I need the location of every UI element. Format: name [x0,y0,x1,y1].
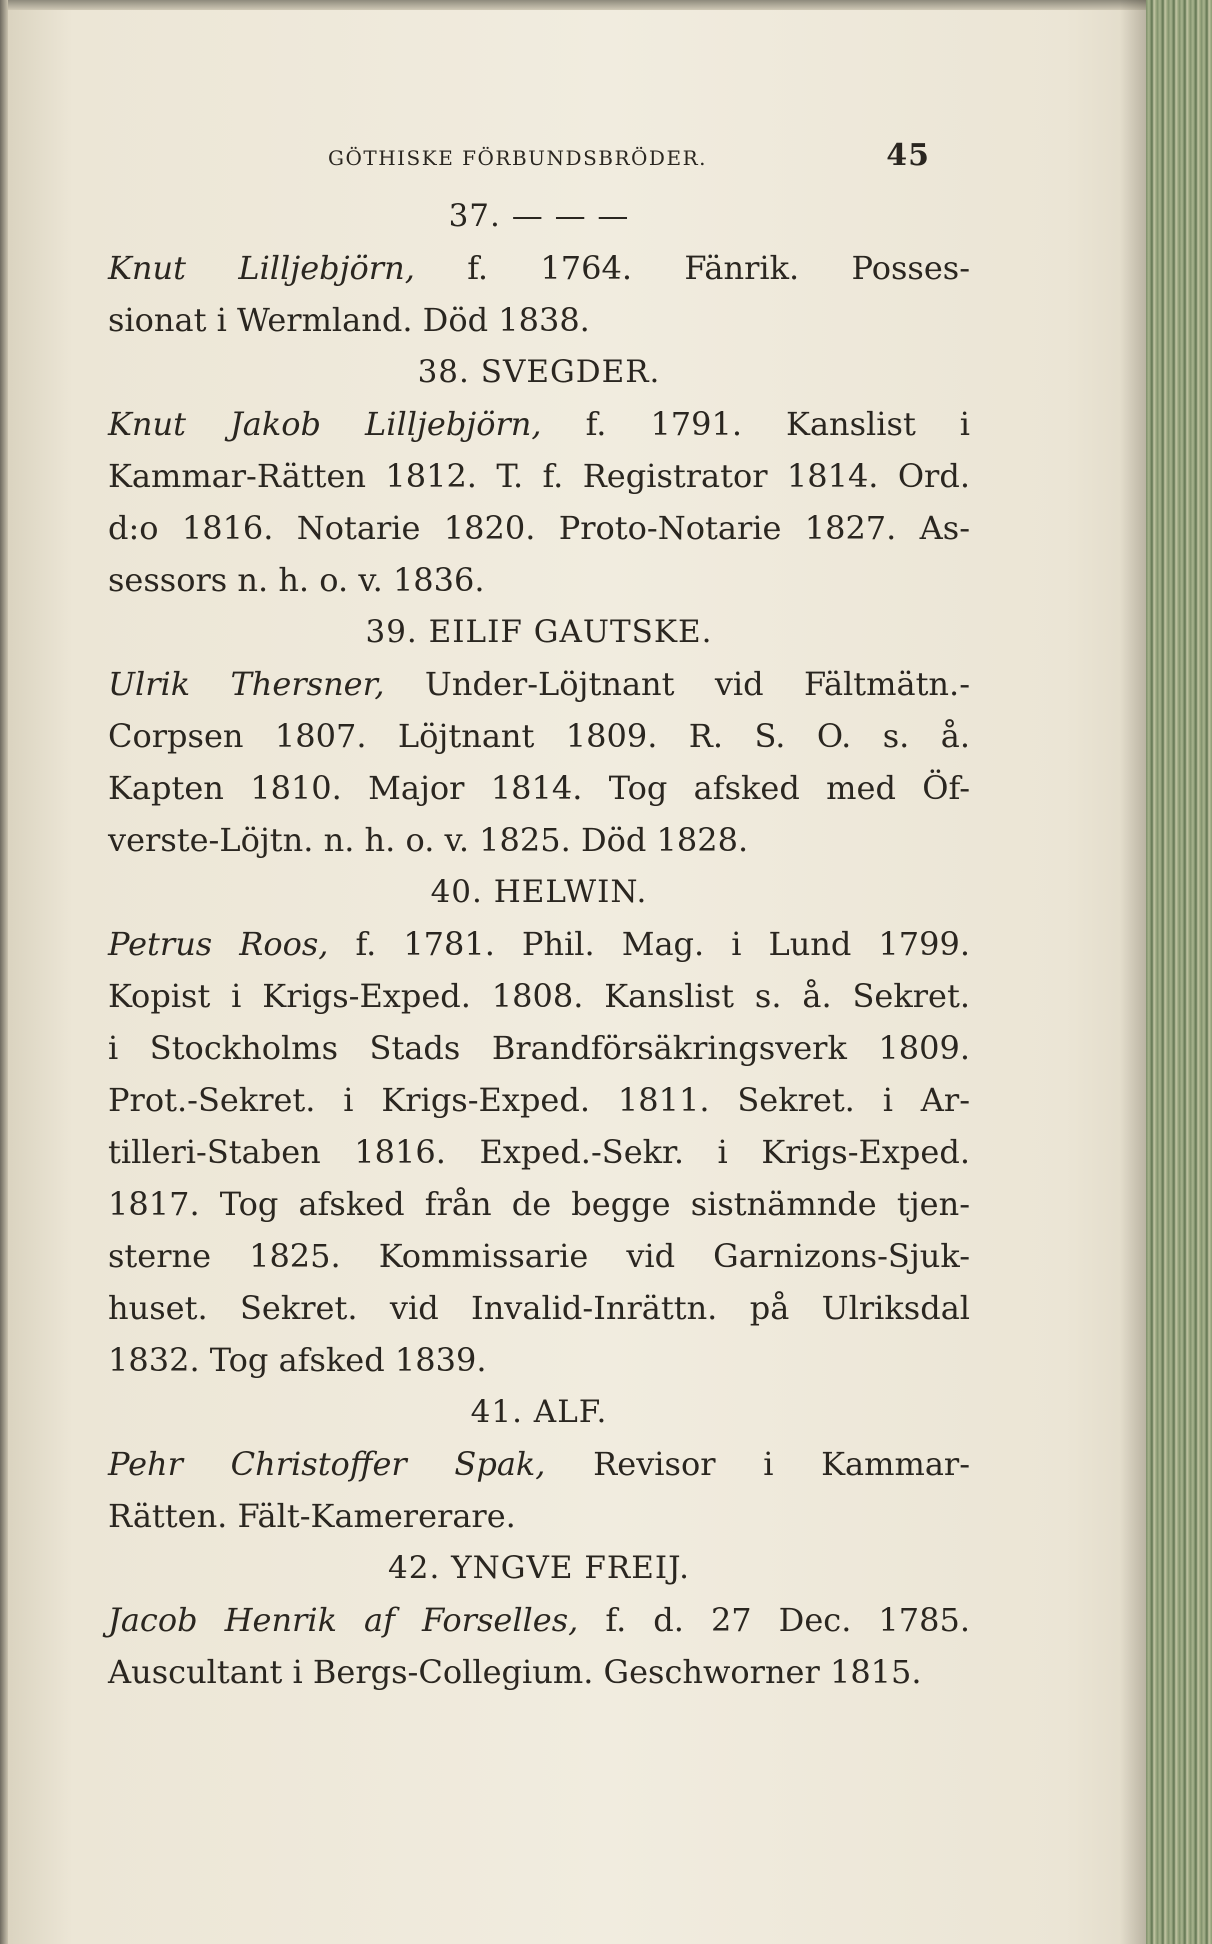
entry-line: tilleri-Staben 1816. Exped.-Sekr. i Krigs-Exped. [108,1133,970,1171]
person-name: Petrus Roos, [108,925,329,963]
entry-40 [108,866,970,1386]
entry-line: sterne 1825. Kommissarie vid Garnizons-Sjuk- [108,1237,970,1275]
running-head [108,130,970,190]
entry-line: 1832. Tog afsked 1839. [108,1341,487,1379]
entry-line: Kammar-Rätten 1812. T. f. Registrator 1814. Ord. [108,457,970,495]
entry-text: f. 1781. Phil. Mag. i Lund 1799. [355,925,970,963]
entry-line: sessors n. h. o. v. 1836. [108,561,485,599]
entry-line [108,398,970,450]
entry-text: Revisor i Kammar- [593,1445,970,1483]
entry-heading: 39. EILIF GAUTSKE. [365,614,713,650]
book-binding [1146,0,1212,1944]
entry-38 [108,346,970,606]
page-left-edge [0,0,8,1944]
entry-37 [108,190,970,346]
entry-heading: 38. SVEGDER. [417,354,661,390]
entry-heading: 37. — — — [448,198,630,234]
person-name: Knut Lilljebjörn, [108,249,415,287]
entry-line: huset. Sekret. vid Invalid-Inrättn. på Ulriksdal [108,1289,970,1327]
entry-line: Kapten 1810. Major 1814. Tog afsked med Öf- [108,769,970,807]
entry-41 [108,1386,970,1542]
entry-39 [108,606,970,866]
entry-line [108,1438,970,1490]
person-name: Knut Jakob Lilljebjörn, [108,405,542,443]
page-number: 45 [886,138,930,173]
entry-42 [108,1542,970,1698]
entry-text: f. 1764. Fänrik. Posses- [467,249,970,287]
entry-line [108,242,970,294]
entry-line: sionat i Wermland. Död 1838. [108,301,590,339]
running-title: GÖTHISKE FÖRBUNDSBRÖDER. [328,146,707,170]
entry-line [108,658,970,710]
entry-line [108,918,970,970]
entry-line: d:o 1816. Notarie 1820. Proto-Notarie 1827. As- [108,509,970,547]
entry-line: verste-Löjtn. n. h. o. v. 1825. Död 1828. [108,821,749,859]
entry-text: f. 1791. Kanslist i [585,405,971,443]
person-name: Ulrik Thersner, [108,665,385,703]
entry-heading: 41. ALF. [470,1394,608,1430]
entry-line: i Stockholms Stads Brandförsäkringsverk 1809. [108,1029,970,1067]
entry-heading: 40. HELWIN. [430,874,648,910]
entry-text: Under-Löjtnant vid Fältmätn.- [424,665,971,703]
entry-heading: 42. YNGVE FREIJ. [388,1550,690,1586]
page-top-edge [0,0,1212,10]
entry-line: Rätten. Fält-Kamererare. [108,1497,516,1535]
entry-line [108,1594,970,1646]
entry-text: f. d. 27 Dec. 1785. [605,1601,971,1639]
entry-line: 1817. Tog afsked från de begge sistnämnde tjen- [108,1185,970,1223]
entry-line: Corpsen 1807. Löjtnant 1809. R. S. O. s. å. [108,717,970,755]
text-block [108,130,970,1698]
entry-line: Prot.-Sekret. i Krigs-Exped. 1811. Sekret. i Ar- [108,1081,970,1119]
entry-line: Kopist i Krigs-Exped. 1808. Kanslist s. å. Sekret. [108,977,970,1015]
gutter-shadow [1120,0,1148,1944]
entry-line: Auscultant i Bergs-Collegium. Geschworner 1815. [108,1653,922,1691]
person-name: Jacob Henrik af Forselles, [108,1601,579,1639]
person-name: Pehr Christoffer Spak, [108,1445,546,1483]
